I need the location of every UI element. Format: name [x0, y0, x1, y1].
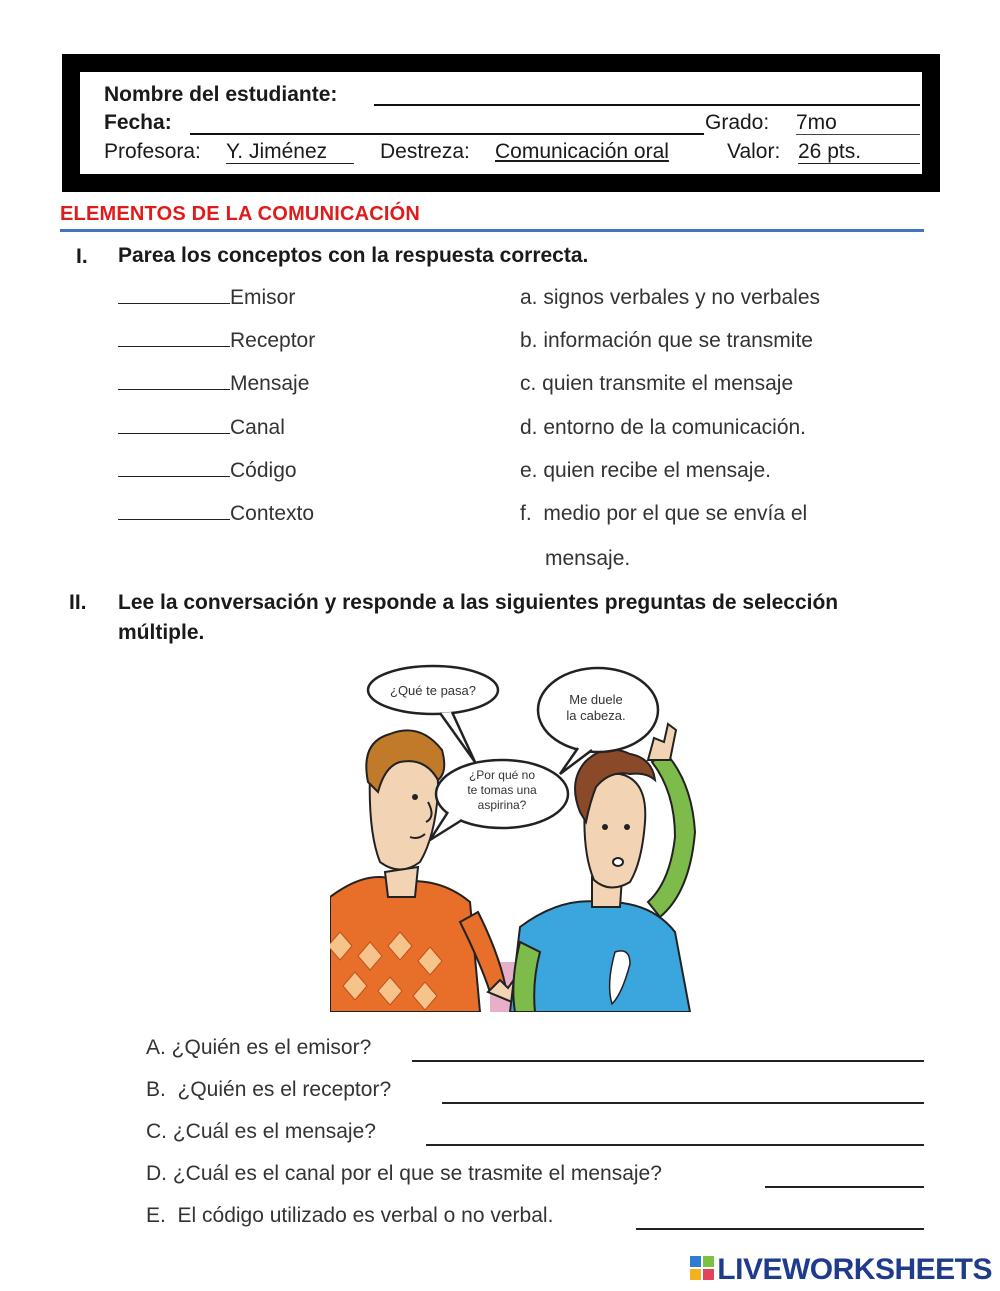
grade-value: 7mo: [796, 111, 920, 135]
bubble-text-2b: la cabeza.: [566, 708, 626, 723]
part2-instruction-line2: múltiple.: [118, 621, 205, 644]
concept-answer-blank[interactable]: [118, 287, 230, 304]
bubble-text-3a: ¿Por qué no: [468, 768, 536, 782]
part2-instruction-line1: Lee la conversación y responde a las siguientes preguntas de selección: [118, 591, 839, 614]
bubble-text-1: ¿Qué te pasa?: [390, 683, 476, 698]
question-text: D. ¿Cuál es el canal por el que se trasmite el mensaje?: [146, 1162, 662, 1185]
answer-option: e. quien recibe el mensaje.: [520, 459, 771, 482]
answer-input-line[interactable]: [636, 1228, 924, 1230]
logo-text: LIVEWORKSHEETS: [717, 1253, 992, 1286]
answer-option: f. medio por el que se envía el: [520, 502, 808, 525]
student-name-field[interactable]: [374, 104, 920, 106]
teacher-label: Profesora:: [104, 140, 201, 163]
skill-label: Destreza:: [380, 140, 470, 163]
concept-label: Mensaje: [230, 372, 310, 395]
bubble-text-3b: te tomas una: [467, 783, 537, 797]
date-field[interactable]: [190, 133, 704, 135]
liveworksheets-logo: [690, 1253, 992, 1288]
bubble-text-3c: aspirina?: [477, 798, 527, 812]
answer-input-line[interactable]: [412, 1060, 924, 1062]
concept-row: [118, 416, 285, 440]
concept-answer-blank[interactable]: [118, 460, 230, 477]
student-name-label: Nombre del estudiante:: [104, 83, 338, 106]
bubble-text-2a: Me duele: [569, 692, 623, 707]
part1-number: I.: [76, 245, 88, 268]
answer-option: b. información que se transmite: [520, 329, 813, 352]
section-divider: [60, 229, 924, 232]
conversation-illustration: [330, 662, 728, 1012]
concept-label: Contexto: [230, 502, 315, 525]
logo-grid-icon: [690, 1254, 714, 1288]
part2-number: II.: [69, 591, 87, 614]
concept-label: Receptor: [230, 329, 316, 352]
answer-option: a. signos verbales y no verbales: [520, 286, 820, 309]
part1-instruction: Parea los conceptos con la respuesta correcta.: [118, 244, 589, 267]
answer-input-line[interactable]: [426, 1144, 924, 1146]
question-text: B. ¿Quién es el receptor?: [146, 1078, 392, 1101]
question-text: C. ¿Cuál es el mensaje?: [146, 1120, 376, 1143]
concept-answer-blank[interactable]: [118, 330, 230, 347]
question-text: E. El código utilizado es verbal o no verbal.: [146, 1204, 554, 1227]
answer-input-line[interactable]: [765, 1186, 924, 1188]
answer-input-line[interactable]: [442, 1102, 924, 1104]
concept-row: [118, 502, 314, 526]
concept-label: Canal: [230, 416, 285, 439]
concept-label: Emisor: [230, 286, 296, 309]
concept-answer-blank[interactable]: [118, 373, 230, 390]
grade-label: Grado:: [705, 111, 770, 134]
concept-answer-blank[interactable]: [118, 417, 230, 434]
concept-row: [118, 459, 297, 483]
value-value: 26 pts.: [798, 140, 920, 164]
concept-row: [118, 329, 315, 353]
concept-label: Código: [230, 459, 297, 482]
answer-continuation: mensaje.: [545, 547, 631, 570]
concept-row: [118, 286, 295, 310]
teacher-value: Y. Jiménez: [226, 140, 354, 164]
question-text: A. ¿Quién es el emisor?: [146, 1036, 372, 1059]
answer-option: c. quien transmite el mensaje: [520, 372, 794, 395]
skill-value: Comunicación oral: [495, 140, 669, 163]
answer-option: d. entorno de la comunicación.: [520, 416, 807, 439]
concept-row: [118, 372, 309, 396]
concept-answer-blank[interactable]: [118, 503, 230, 520]
value-label: Valor:: [727, 140, 781, 163]
section-title: ELEMENTOS DE LA COMUNICACIÓN: [60, 203, 421, 225]
date-label: Fecha:: [104, 111, 172, 134]
